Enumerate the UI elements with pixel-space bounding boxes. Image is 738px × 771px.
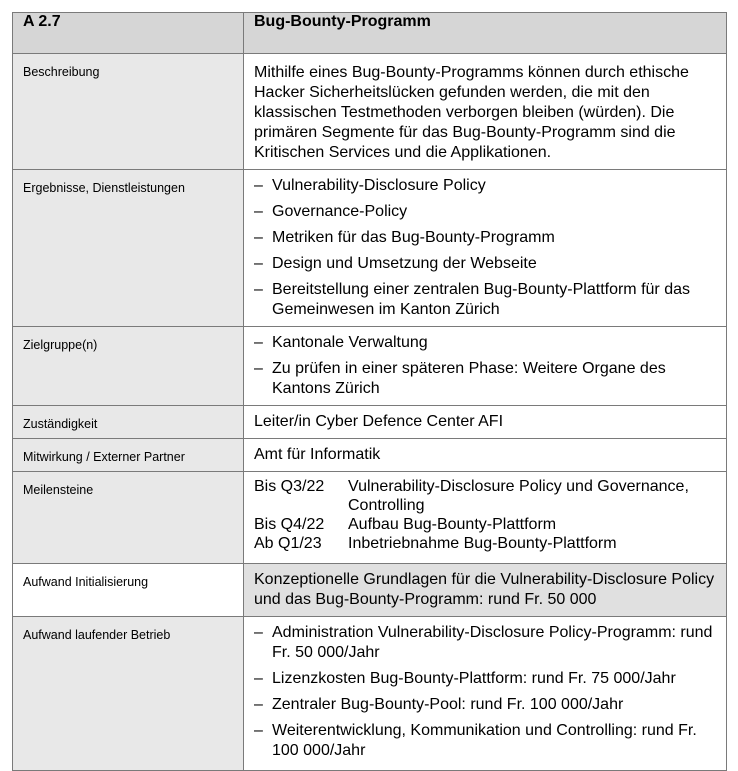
table-header-row <box>13 13 727 54</box>
row-mitwirkung <box>13 439 727 472</box>
value-ergebnisse <box>244 170 727 327</box>
label-zustaendigkeit: Zuständigkeit <box>13 406 244 439</box>
measure-title: Bug-Bounty-Programm <box>244 13 727 54</box>
measure-table <box>12 12 727 771</box>
label-beschreibung: Beschreibung <box>13 54 244 170</box>
list-item: – Governance-Policy <box>254 202 716 222</box>
list-item: – Bereitstellung einer zentralen Bug-Bounty-Plattform für das Gemeinwesen im Kanton Zürich <box>254 280 716 320</box>
label-meilensteine: Meilensteine <box>13 472 244 564</box>
zielgruppe-list <box>254 333 716 399</box>
list-item: – Zentraler Bug-Bounty-Pool: rund Fr. 100 000/Jahr <box>254 695 716 715</box>
list-item: – Design und Umsetzung der Webseite <box>254 254 716 274</box>
milestone-date: Bis Q4/22 <box>254 516 325 533</box>
list-item: – Metriken für das Bug-Bounty-Programm <box>254 228 716 248</box>
measure-code: A 2.7 <box>13 13 244 54</box>
milestone-text: Aufbau Bug-Bounty-Plattform <box>348 516 557 533</box>
milestone-list <box>254 477 716 553</box>
label-aufwand-init: Aufwand Initialisierung <box>13 564 244 617</box>
label-mitwirkung: Mitwirkung / Externer Partner <box>13 439 244 472</box>
value-aufwand-init: Konzeptionelle Grundlagen für die Vulnerability-Disclosure Policy und das Bug-Bounty-Programm: rund Fr. 50 000 <box>244 564 727 617</box>
value-zustaendigkeit: Leiter/in Cyber Defence Center AFI <box>244 406 727 439</box>
row-zustaendigkeit <box>13 406 727 439</box>
milestone-text: Vulnerability-Disclosure Policy und Governance, Controlling <box>348 478 689 514</box>
milestone-date: Ab Q1/23 <box>254 535 322 552</box>
value-zielgruppe <box>244 327 727 406</box>
value-meilensteine <box>244 472 727 564</box>
row-aufwand-betrieb <box>13 617 727 771</box>
value-beschreibung: Mithilfe eines Bug-Bounty-Programms können durch ethische Hacker Sicherheitslücken gefunden werden, die mit den klassischen Testmethoden verborgen bleiben (würden). Die primären Segmente für das Bug-Bounty-Programm sind die Kritischen Services und die Applikationen. <box>244 54 727 170</box>
milestone-text: Inbetriebnahme Bug-Bounty-Plattform <box>348 535 617 552</box>
label-ergebnisse: Ergebnisse, Dienstleistungen <box>13 170 244 327</box>
ergebnisse-list <box>254 176 716 320</box>
row-beschreibung <box>13 54 727 170</box>
row-meilensteine <box>13 472 727 564</box>
label-zielgruppe: Zielgruppe(n) <box>13 327 244 406</box>
list-item: – Zu prüfen in einer späteren Phase: Weitere Organe des Kantons Zürich <box>254 359 716 399</box>
label-aufwand-betrieb: Aufwand laufender Betrieb <box>13 617 244 771</box>
value-mitwirkung: Amt für Informatik <box>244 439 727 472</box>
list-item: – Vulnerability-Disclosure Policy <box>254 176 716 196</box>
row-zielgruppe <box>13 327 727 406</box>
milestone-date: Bis Q3/22 <box>254 478 325 495</box>
list-item: – Lizenzkosten Bug-Bounty-Plattform: rund Fr. 75 000/Jahr <box>254 669 716 689</box>
value-aufwand-betrieb <box>244 617 727 771</box>
list-item: – Kantonale Verwaltung <box>254 333 716 353</box>
row-aufwand-init <box>13 564 727 617</box>
aufwand-betrieb-list <box>254 623 716 761</box>
list-item: – Weiterentwicklung, Kommunikation und Controlling: rund Fr. 100 000/Jahr <box>254 721 716 761</box>
list-item: – Administration Vulnerability-Disclosure Policy-Programm: rund Fr. 50 000/Jahr <box>254 623 716 663</box>
row-ergebnisse <box>13 170 727 327</box>
